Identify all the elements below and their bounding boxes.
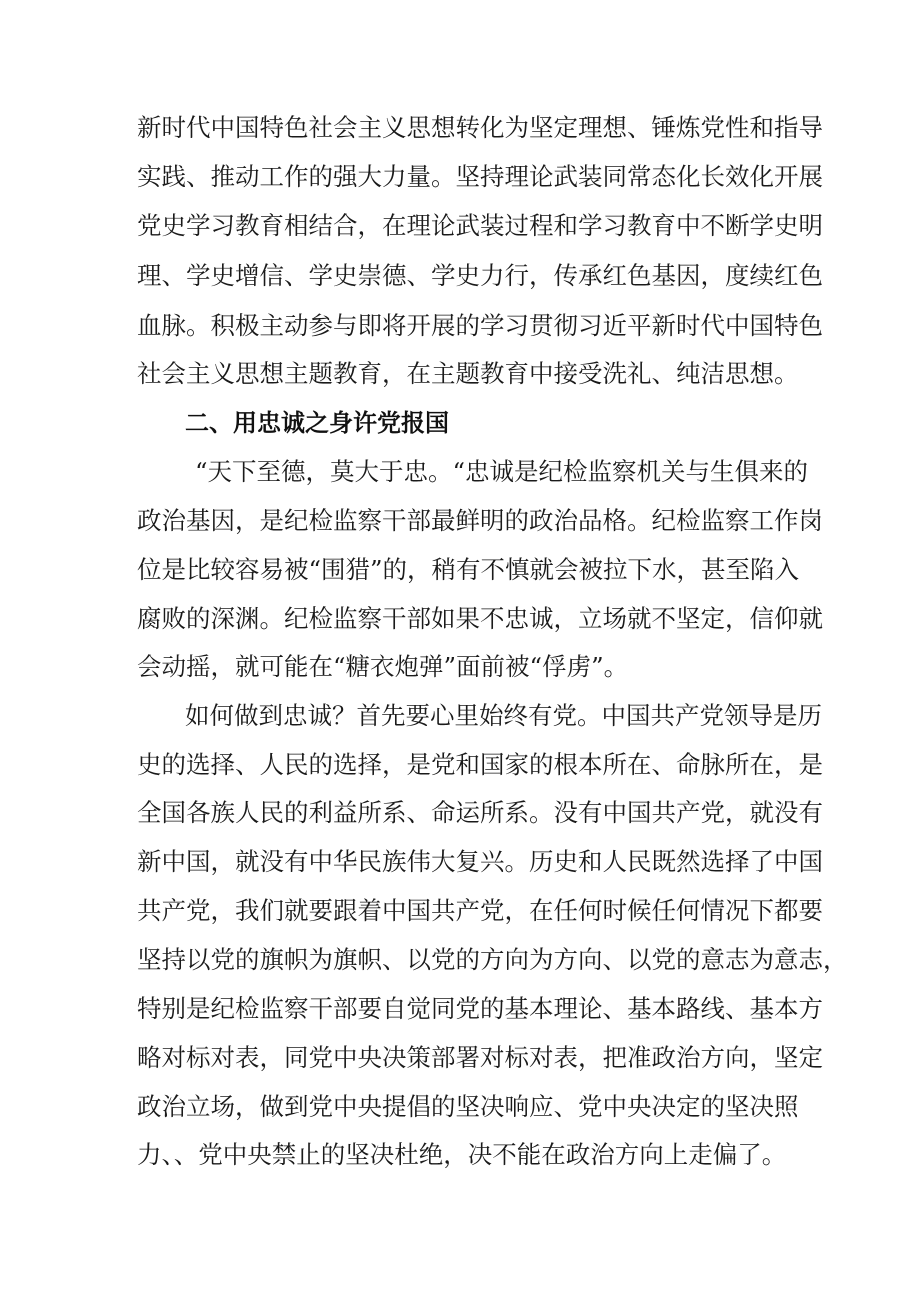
paragraph-1-line-4: 理、学史增信、学史崇德、学史力行，传承红色基因，度续红色 bbox=[137, 261, 823, 290]
paragraph-3-line-7: 特别是纪检监察干部要自觉同党的基本理论、基本路线、基本方 bbox=[137, 994, 823, 1023]
paragraph-3-line-2: 史的选择、人民的选择，是党和国家的根本所在、命脉所在，是 bbox=[137, 750, 823, 779]
paragraph-3-line-1: 如何做到忠诚？首先要心里始终有党。中国共产党领导是历 bbox=[185, 701, 822, 730]
paragraph-2-line-4: 腐败的深渊。纪检监察干部如果不忠诚，立场就不坚定，信仰就 bbox=[137, 604, 823, 633]
paragraph-2-line-5: 会动摇，就可能在“糖衣炮弹”面前被“俘虏”。 bbox=[137, 652, 629, 681]
paragraph-1-line-1: 新时代中国特色社会主义思想转化为坚定理想、锤炼党性和指导 bbox=[137, 113, 823, 142]
paragraph-2-line-1: “天下至德，莫大于忠。“忠诚是纪检监察机关与生俱来的 bbox=[195, 457, 809, 486]
paragraph-3-line-9: 政治立场，做到党中央提倡的坚决响应、党中央决定的坚决照 bbox=[137, 1092, 799, 1121]
paragraph-2-line-3: 位是比较容易被“围猎”的，稍有不慎就会被拉下水，甚至陷入 bbox=[137, 555, 800, 584]
paragraph-3-line-10: 力、、党中央禁止的坚决杜绝，决不能在政治方向上走偏了。 bbox=[137, 1140, 787, 1169]
paragraph-1-line-6: 社会主义思想主题教育，在主题教育中接受洗礼、纯洁思想。 bbox=[137, 359, 799, 388]
paragraph-3-line-6: 坚持以党的旗帜为旗帜、以党的方向为方向、以党的意志为意志， bbox=[137, 945, 848, 974]
paragraph-1-line-5: 血脉。积极主动参与即将开展的学习贯彻习近平新时代中国特色 bbox=[137, 311, 823, 340]
paragraph-3-line-3: 全国各族人民的利益所系、命运所系。没有中国共产党，就没有 bbox=[137, 798, 823, 827]
paragraph-1-line-3: 党史学习教育相结合，在理论武装过程和学习教育中不断学史明 bbox=[137, 211, 823, 240]
paragraph-3-line-4: 新中国，就没有中华民族伟大复兴。历史和人民既然选择了中国 bbox=[137, 847, 823, 876]
paragraph-2-line-2: 政治基因，是纪检监察干部最鲜明的政治品格。纪检监察工作岗 bbox=[137, 506, 823, 535]
paragraph-3-line-8: 略对标对表，同党中央决策部署对标对表，把准政治方向，坚定 bbox=[137, 1043, 823, 1072]
paragraph-1-line-2: 实践、推动工作的强大力量。坚持理论武装同常态化长效化开展 bbox=[137, 162, 823, 191]
section-heading: 二、用忠诚之身许党报国 bbox=[185, 409, 449, 437]
paragraph-3-line-5: 共产党，我们就要跟着中国共产党，在任何时候任何情况下都要 bbox=[137, 896, 823, 925]
